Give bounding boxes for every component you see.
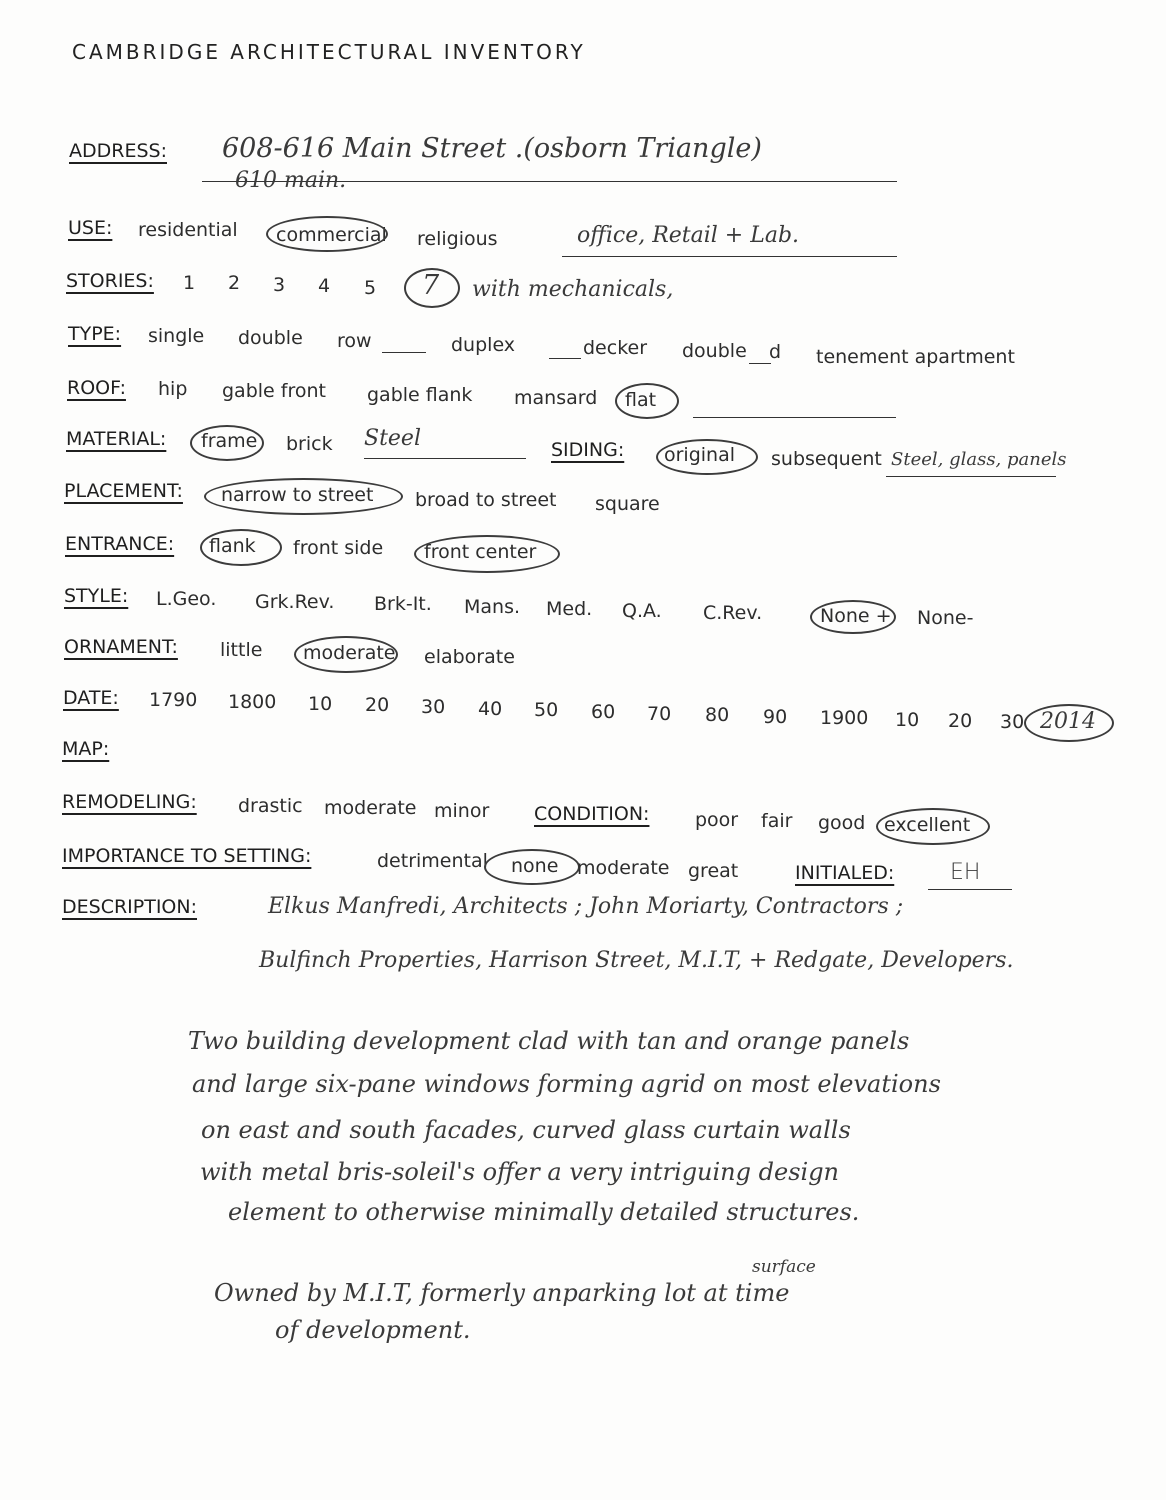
stories-option-1: 1 [183, 272, 196, 294]
siding-subsequent-value: Steel, glass, panels [891, 449, 1067, 470]
roof-label: ROOF: [67, 377, 126, 399]
type-option-decker: decker [583, 337, 648, 359]
roof-option-mansard: mansard [514, 387, 598, 409]
entrance-label: ENTRANCE: [65, 533, 175, 555]
description-line-1: Elkus Manfredi, Architects ; John Moriarty, Contractors ; [268, 894, 904, 919]
date-option-1790: 1790 [149, 689, 198, 711]
remodeling-option-drastic: drastic [238, 795, 303, 817]
placement-option-square: square [595, 493, 660, 515]
condition-option-fair: fair [761, 810, 793, 832]
use-option-commercial: commercial [276, 224, 387, 246]
selection-circle-7 [404, 268, 460, 308]
type-option-row: row [337, 330, 372, 352]
placement-option-broad: broad to street [415, 489, 557, 511]
importance-option-none: none [511, 855, 559, 877]
date-option-10: 10 [308, 693, 333, 715]
importance-label: IMPORTANCE TO SETTING: [62, 845, 312, 867]
siding-subsequent-underline [886, 476, 1056, 477]
date-label: DATE: [63, 687, 119, 709]
siding-option-subsequent: subsequent [771, 448, 882, 470]
stories-option-2: 2 [228, 272, 241, 294]
type-option-single: single [148, 325, 205, 347]
address-label: ADDRESS: [69, 140, 167, 162]
style-option-lgeo: L.Geo. [156, 588, 217, 610]
importance-option-moderate: moderate [577, 857, 670, 879]
type-decker-blank [549, 358, 581, 359]
type-option-duplex: duplex [451, 334, 516, 356]
ornament-option-moderate: moderate [303, 642, 396, 664]
ornament-option-elaborate: elaborate [424, 646, 515, 668]
material-other-value: Steel [364, 426, 421, 451]
style-option-grkrev: Grk.Rev. [255, 591, 335, 613]
stories-note: with mechanicals, [472, 277, 674, 302]
description-line-7: element to otherwise minimally detailed structures. [228, 1198, 860, 1226]
stories-option-3: 3 [273, 274, 286, 296]
description-line-3: Two building development clad with tan and orange panels [188, 1027, 910, 1055]
roof-option-gable-front: gable front [222, 380, 326, 402]
condition-option-poor: poor [695, 809, 739, 831]
date-option-40: 40 [478, 698, 503, 720]
stories-value-7: 7 [422, 270, 440, 301]
style-option-none-plus: None + [820, 605, 892, 627]
placement-label: PLACEMENT: [64, 480, 183, 502]
date-option-20: 20 [365, 694, 390, 716]
form-title: CAMBRIDGE ARCHITECTURAL INVENTORY [72, 40, 586, 64]
date-option-70: 70 [647, 703, 672, 725]
description-label: DESCRIPTION: [62, 896, 198, 918]
selection-circle-original [656, 439, 758, 475]
date-option-1900: 1900 [820, 707, 869, 729]
style-option-qa: Q.A. [622, 600, 662, 622]
type-label: TYPE: [68, 323, 122, 345]
stories-label: STORIES: [66, 270, 154, 292]
remodeling-option-minor: minor [434, 800, 490, 822]
selection-circle-none [484, 849, 580, 885]
style-option-brkit: Brk-It. [374, 593, 432, 615]
description-line-6: with metal bris-soleil's offer a very intriguing design [200, 1158, 840, 1186]
entrance-option-flank: flank [209, 535, 256, 557]
address-line-1: 608-616 Main Street .(osborn Triangle) [222, 133, 762, 164]
roof-option-gable-flank: gable flank [367, 384, 473, 406]
type-option-double: double [238, 327, 303, 349]
description-line-8: Owned by M.I.T, formerly anparking lot at time [214, 1279, 790, 1307]
material-other-underline [364, 458, 526, 459]
use-other-underline [562, 256, 897, 257]
selection-circle-front-center [414, 535, 560, 573]
date-option-60: 60 [591, 701, 616, 723]
date-option-80: 80 [705, 704, 730, 726]
siding-option-original: original [664, 444, 736, 466]
material-label: MATERIAL: [66, 428, 167, 450]
roof-other-blank [693, 417, 896, 418]
description-line-5: on east and south facades, curved glass curtain walls [201, 1116, 851, 1144]
stories-option-5: 5 [364, 277, 377, 299]
selection-circle-flat [615, 383, 679, 419]
placement-option-narrow: narrow to street [221, 484, 374, 506]
initialed-label: INITIALED: [795, 862, 895, 884]
type-double-d-blank [749, 363, 771, 364]
condition-option-excellent: excellent [884, 814, 971, 836]
selection-circle-commercial [266, 216, 388, 252]
type-option-d: d [769, 341, 782, 363]
siding-label: SIDING: [551, 439, 625, 461]
remodeling-option-moderate: moderate [324, 797, 417, 819]
selection-circle-excellent [876, 808, 990, 845]
roof-option-flat: flat [625, 389, 657, 411]
style-option-crev: C.Rev. [703, 602, 763, 624]
condition-label: CONDITION: [534, 803, 650, 825]
use-option-religious: religious [417, 228, 498, 250]
condition-option-good: good [818, 812, 866, 834]
material-option-brick: brick [286, 433, 333, 455]
date-option-1930: 30 [1000, 711, 1025, 733]
type-option-tenement: tenement apartment [816, 346, 1015, 368]
initials-value: EH [950, 860, 981, 885]
ornament-label: ORNAMENT: [64, 636, 178, 658]
date-value: 2014 [1040, 709, 1096, 734]
map-label: MAP: [62, 738, 110, 760]
description-line-9: of development. [275, 1316, 471, 1344]
description-line-4: and large six-pane windows forming agrid on most elevations [192, 1070, 941, 1098]
selection-circle-frame [190, 425, 264, 461]
selection-circle-narrow [204, 478, 403, 515]
description-insert-surface: surface [752, 1257, 816, 1277]
description-line-2: Bulfinch Properties, Harrison Street, M.I.T, + Redgate, Developers. [259, 948, 1014, 973]
use-other-value: office, Retail + Lab. [577, 223, 800, 248]
selection-circle-date [1024, 704, 1114, 742]
type-row-blank [382, 352, 426, 353]
selection-circle-none-plus [810, 600, 896, 634]
style-label: STYLE: [64, 585, 129, 607]
entrance-option-front-center: front center [424, 541, 537, 563]
type-option-double-d: double [682, 340, 747, 362]
use-option-residential: residential [138, 219, 238, 241]
date-option-90: 90 [763, 706, 788, 728]
address-line-2: 610 main. [235, 168, 347, 193]
remodeling-label: REMODELING: [62, 791, 197, 813]
entrance-option-front-side: front side [293, 537, 384, 559]
selection-circle-flank [200, 529, 282, 566]
date-option-1920: 20 [948, 710, 973, 732]
style-option-none-minus: None- [917, 607, 974, 629]
roof-option-hip: hip [158, 378, 188, 400]
style-option-med: Med. [546, 598, 593, 620]
importance-option-great: great [688, 860, 739, 882]
use-label: USE: [68, 217, 113, 239]
date-option-50: 50 [534, 699, 559, 721]
material-option-frame: frame [201, 430, 258, 452]
selection-circle-moderate [294, 636, 398, 673]
importance-option-detrimental: detrimental [377, 850, 488, 872]
date-option-1910: 10 [895, 709, 920, 731]
stories-option-4: 4 [318, 275, 331, 297]
date-option-30: 30 [421, 696, 446, 718]
ornament-option-little: little [220, 639, 263, 661]
initials-underline [928, 889, 1012, 890]
style-option-mans: Mans. [464, 596, 521, 618]
date-option-1800: 1800 [228, 691, 277, 713]
